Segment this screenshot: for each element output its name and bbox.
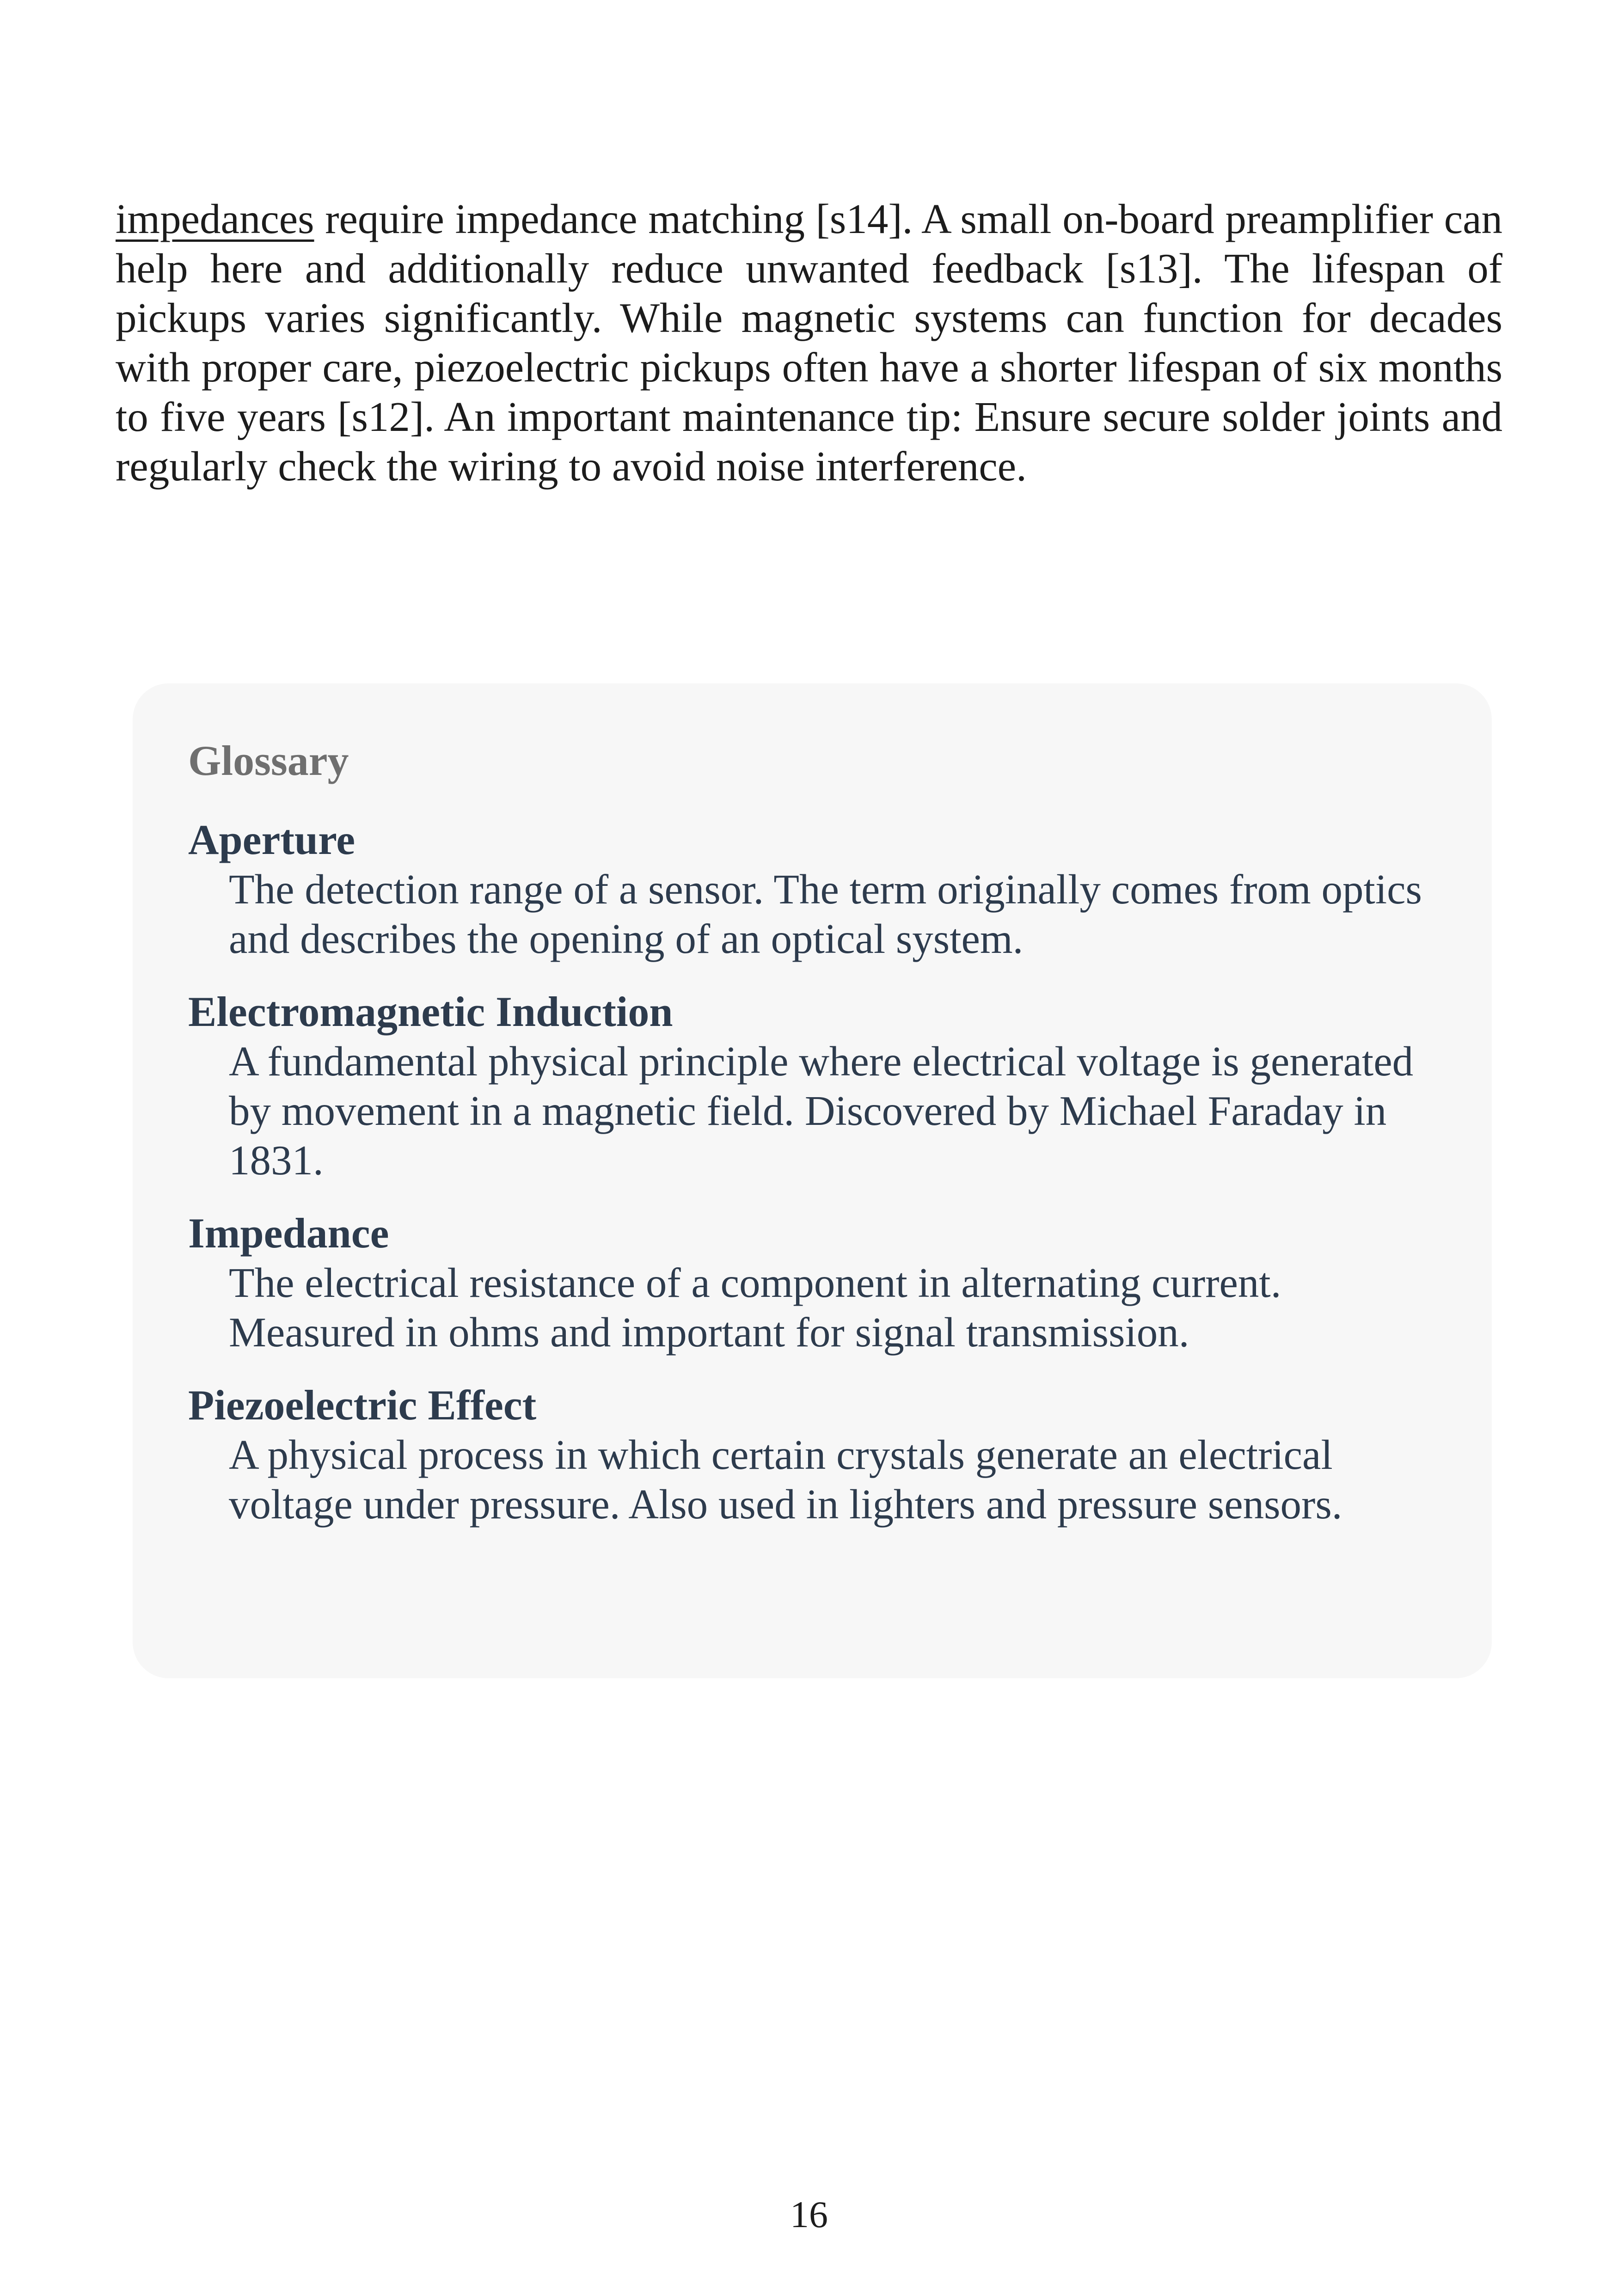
glossary-term: Piezoelectric Effect [188, 1381, 537, 1429]
body-paragraph [116, 194, 1502, 491]
glossary-definition: The electrical resistance of a component in alternating current. Measured in ohms and important for signal transmission. [229, 1259, 1281, 1356]
impedances-link[interactable]: impedances [116, 196, 314, 242]
glossary-term: Aperture [188, 816, 355, 863]
glossary-definition: A fundamental physical principle where electrical voltage is generated by movement in a magnetic field. Discovered by Michael Faraday in 1831. [229, 1038, 1414, 1184]
glossary-term: Impedance [188, 1209, 389, 1257]
glossary-entry-piezoelectric-effect [188, 1380, 1436, 1529]
glossary-entry-electromagnetic-induction [188, 987, 1436, 1185]
glossary-box [133, 683, 1492, 1678]
body-paragraph-text: require impedance matching [s14]. A small on-board preamplifier can help here and additionally reduce unwanted feedback [s13]. The lifespan of pickups varies significantly. While magnetic systems can function for decades with proper care, piezoelectric pickups often have a shorter lifespan of six months to five years [s12]. An important maintenance tip: Ensure secure solder joints and regularly check the wiring to avoid noise interference. [116, 196, 1502, 490]
glossary-term: Electromagnetic Induction [188, 988, 673, 1035]
glossary-definition: The detection range of a sensor. The term originally comes from optics and describes the opening of an optical system. [229, 866, 1422, 962]
glossary-definition: A physical process in which certain crystals generate an electrical voltage under pressure. Also used in lighters and pressure sensors. [229, 1431, 1342, 1528]
page-number: 16 [790, 2193, 828, 2235]
glossary-entry-aperture [188, 815, 1436, 964]
glossary-entry-impedance [188, 1208, 1436, 1357]
glossary-title: Glossary [188, 737, 349, 784]
